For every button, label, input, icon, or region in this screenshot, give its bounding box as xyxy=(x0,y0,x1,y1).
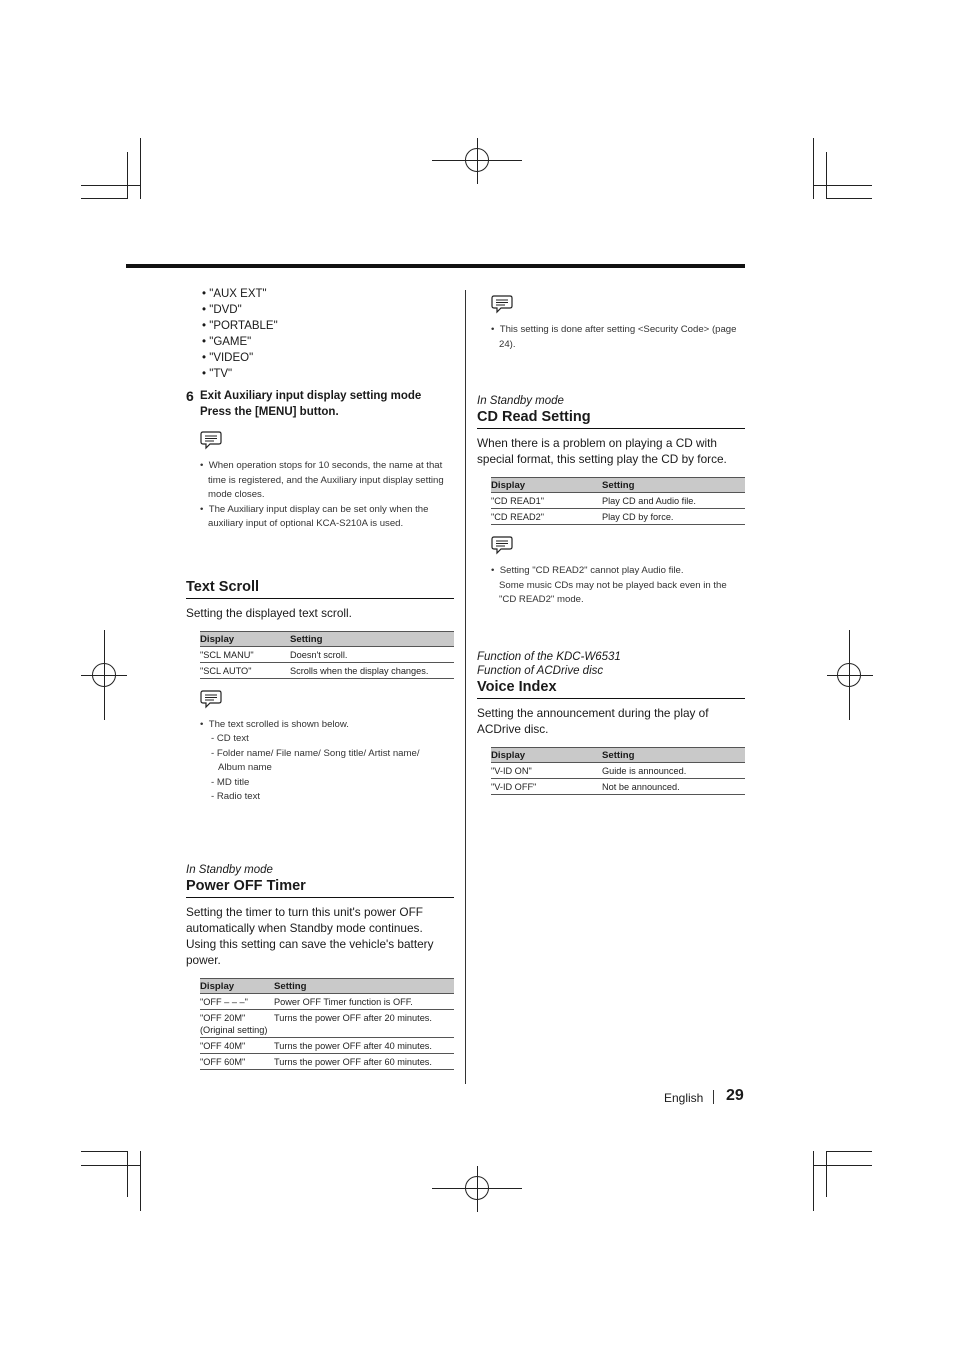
scroll-text-items: - CD text - Folder name/ File name/ Song title/ Artist name/ Album name - MD title - Radio text xyxy=(211,733,420,802)
column-header: Display xyxy=(200,978,274,993)
function-label: Function of the KDC-W6531 xyxy=(477,650,621,663)
voice-index-section xyxy=(477,650,745,795)
note-item: • When operation stops for 10 seconds, the name at that time is registered, and the Auxiliary input display setting mode closes. xyxy=(200,459,454,503)
mode-label: In Standby mode xyxy=(186,863,273,876)
note-item: • The Auxiliary input display can be set only when the auxiliary input of optional KCA-S210A is used. xyxy=(200,503,454,532)
table-row: "OFF – – –" Power OFF Timer function is OFF. xyxy=(200,993,454,1009)
cd-read-table xyxy=(491,477,745,525)
column-divider xyxy=(465,290,466,1084)
voice-index-table xyxy=(491,747,745,795)
power-off-table xyxy=(200,978,454,1070)
right-column xyxy=(477,294,745,795)
left-column xyxy=(186,286,454,1070)
column-header: Display xyxy=(200,631,290,646)
step-title: Exit Auxiliary input display setting mode xyxy=(200,390,422,402)
footer-divider xyxy=(713,1090,714,1104)
table-row: "CD READ2" Play CD by force. xyxy=(491,509,745,525)
section-title: Text Scroll xyxy=(186,578,454,599)
aux-name-list xyxy=(202,286,454,382)
step-instruction: Press the [MENU] button. xyxy=(200,406,339,418)
table-row: "OFF 20M" (Original setting) Turns the power OFF after 20 minutes. xyxy=(200,1009,454,1037)
list-item: • "PORTABLE" xyxy=(202,318,454,334)
column-header: Display xyxy=(491,478,602,493)
note-item: • The text scrolled is shown below. xyxy=(200,718,454,733)
list-item: • "AUX EXT" xyxy=(202,286,454,302)
section-description: When there is a problem on playing a CD with special format, this setting play the CD by force. xyxy=(477,436,727,466)
text-scroll-table xyxy=(200,631,454,679)
column-header: Display xyxy=(491,747,602,762)
section-description: Setting the timer to turn this unit's power OFF automatically when Standby mode continues. Using this setting can save the vehicle's battery power. xyxy=(186,904,434,967)
list-item: • "GAME" xyxy=(202,334,454,350)
column-header: Setting xyxy=(290,631,454,646)
table-row: "OFF 40M" Turns the power OFF after 40 minutes. xyxy=(200,1037,454,1053)
table-row: "SCL AUTO" Scrolls when the display changes. xyxy=(200,662,454,678)
table-row: "V-ID ON" Guide is announced. xyxy=(491,762,745,778)
cd-read-section xyxy=(477,394,745,608)
column-header: Setting xyxy=(274,978,454,993)
section-description: Setting the announcement during the play of ACDrive disc. xyxy=(477,705,709,736)
footer-language: English xyxy=(664,1091,704,1105)
section-description: Setting the displayed text scroll. xyxy=(186,605,352,620)
function-label: Function of ACDrive disc xyxy=(477,664,604,677)
table-row: "SCL MANU" Doesn't scroll. xyxy=(200,646,454,662)
table-row: "V-ID OFF" Not be announced. xyxy=(491,778,745,794)
note-icon xyxy=(200,430,222,450)
note-icon xyxy=(491,294,513,314)
table-row: "CD READ1" Play CD and Audio file. xyxy=(491,493,745,509)
section-title: Power OFF Timer xyxy=(186,877,454,898)
step-number: 6 xyxy=(186,388,194,404)
text-scroll-section xyxy=(186,578,454,805)
column-header: Setting xyxy=(602,747,745,762)
step-notes xyxy=(200,459,454,532)
cd-read-notes xyxy=(491,564,745,579)
section-title: CD Read Setting xyxy=(477,408,745,429)
power-off-section xyxy=(186,863,454,1070)
mode-label: In Standby mode xyxy=(477,395,564,407)
text-scroll-notes xyxy=(200,718,454,733)
step-6 xyxy=(186,388,454,420)
table-row: "OFF 60M" Turns the power OFF after 60 minutes. xyxy=(200,1053,454,1069)
header-rule xyxy=(126,264,745,268)
list-item: • "DVD" xyxy=(202,302,454,318)
security-note xyxy=(491,323,745,352)
note-extra: Some music CDs may not be played back even in the "CD READ2" mode. xyxy=(499,579,727,605)
list-item: • "TV" xyxy=(202,366,454,382)
page-number: 29 xyxy=(726,1087,744,1104)
note-item: • Setting "CD READ2" cannot play Audio file. xyxy=(491,564,745,579)
list-item: • "VIDEO" xyxy=(202,350,454,366)
note-icon xyxy=(491,535,513,555)
note-icon xyxy=(200,689,222,709)
section-title: Voice Index xyxy=(477,678,745,699)
column-header: Setting xyxy=(602,478,745,493)
note-item: • This setting is done after setting <Security Code> (page 24). xyxy=(491,323,745,352)
